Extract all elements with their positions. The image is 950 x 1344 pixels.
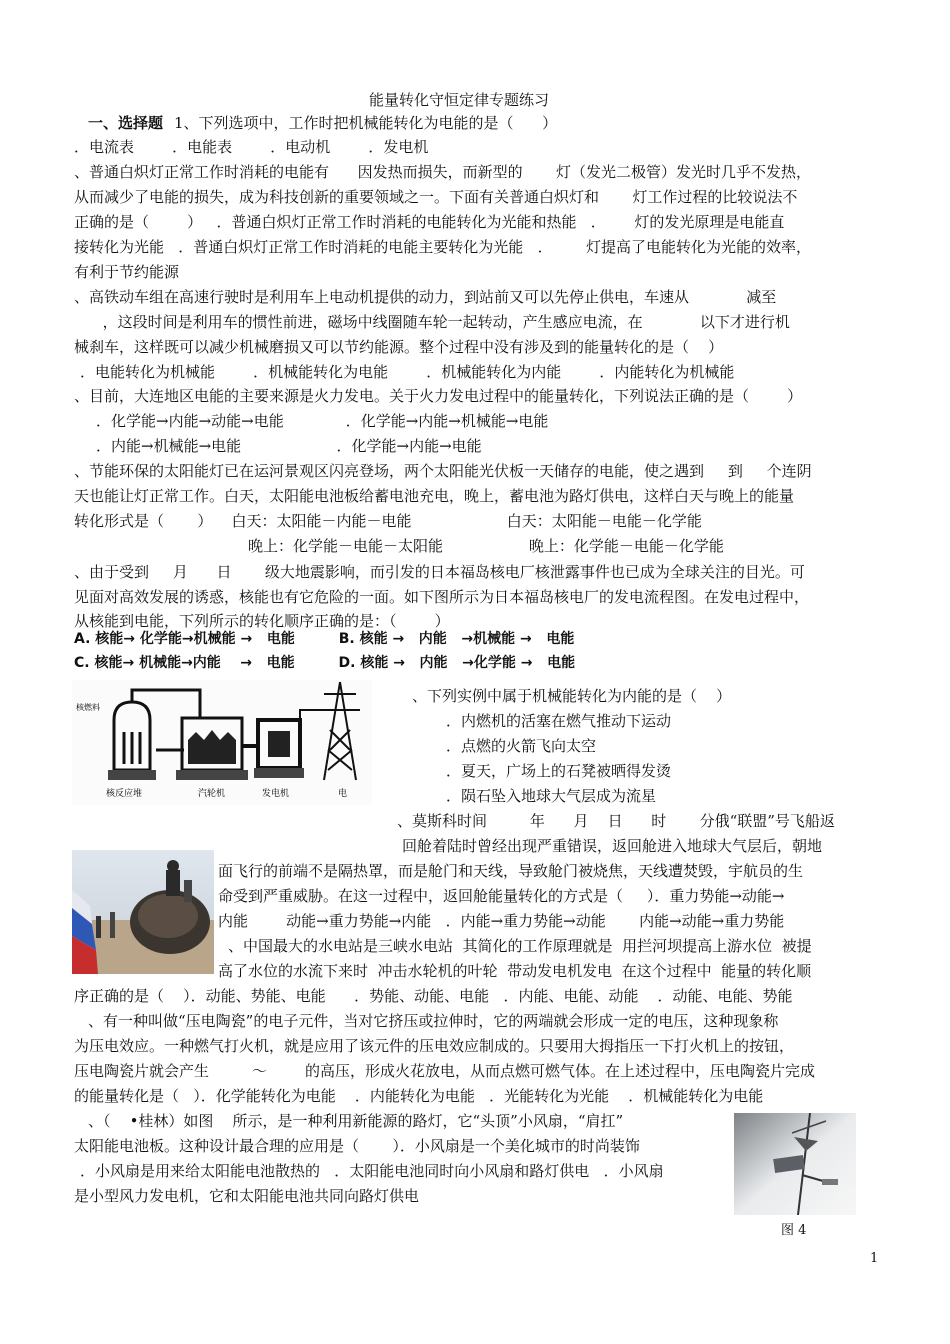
text-line: ．小风扇是用来给太阳能电池散热的 ．太阳能电池同时向小风扇和路灯供电 ．小风扇 — [80, 1162, 664, 1180]
text-line: 、目前，大连地区电能的主要来源是火力发电。关于火力发电过程中的能量转化，下列说法正确的是（ ） — [74, 387, 803, 405]
figure-4-caption: 图 4 — [781, 1223, 807, 1238]
label-power: 电 — [338, 789, 348, 799]
text-line: ．陨石坠入地球大气层成为流星 — [446, 787, 657, 805]
text-line: 为压电效应。一种燃气打火机，就是应用了该元件的压电效应制成的。只要用大拇指压一下打火机上的按钮， — [74, 1037, 795, 1055]
page-number: 1 — [870, 1251, 879, 1266]
text-line: C. 核能→ 机械能→内能 → 电能 D. 核能 → 内能 →化学能 → 电能 — [74, 655, 576, 671]
text-line: 能量转化守恒定律专题练习 — [369, 91, 550, 109]
text-line: ．内燃机的活塞在燃气推动下运动 — [446, 712, 672, 730]
text-line: ，这段时间是利用车的惯性前进，磁场中线圈随车轮一起转动，产生感应电流，在 以下才进行机 — [74, 313, 790, 331]
text-line: 内能 动能→重力势能→内能 ．内能→重力势能→动能 内能→动能→重力势能 — [218, 912, 785, 930]
text-line: 、高铁动车组在高速行驶时是利用车上电动机提供的动力，到站前又可以先停止供电，车速从 减至 — [74, 288, 777, 306]
text-line: ．化学能→内能→动能→电能 ．化学能→内能→机械能→电能 — [96, 412, 549, 430]
text-line: 面飞行的前端不是隔热罩，而是舱门和天线，导致舱门被烧焦，天线遭焚毁，宇航员的生 — [218, 862, 804, 880]
text-line: 、普通白炽灯正常工作时消耗的电能有 因发热而损失，而新型的 灯（发光二极管）发光时几乎不发热， — [74, 163, 811, 181]
text-line: 太阳能电池板。这种设计最合理的应用是（ ）．小风扇是一个美化城市的时尚装饰 — [74, 1137, 640, 1155]
label-fuel: 核燃料 — [76, 703, 100, 712]
nuclear-plant-diagram — [72, 680, 372, 805]
text-line: 、有一种叫做“压电陶瓷”的电子元件，当对它挤压或拉伸时，它的两端就会形成一定的电压，这种现象称 — [88, 1012, 779, 1030]
text-line: 见面对高效发展的诱惑，核能也有它危险的一面。如下图所示为日本福岛核电厂的发电流程图。在发电过程中， — [74, 588, 810, 606]
text-line: 、中国最大的水电站是三峡水电站 其简化的工作原理就是 用拦河坝提高上游水位 被提 — [228, 937, 812, 955]
text-line: 、节能环保的太阳能灯已在运河景观区闪亮登场，两个太阳能光伏板一天储存的电能，使之遇到 到 个连阴 — [74, 462, 812, 480]
text-line: 压电陶瓷片就会产生 ～ 的高压，形成火花放电，从而点燃可燃气体。在上述过程中，压电陶瓷片完成 — [74, 1062, 816, 1080]
text-line: 、下列实例中属于机械能转化为内能的是（ ） — [412, 687, 732, 705]
text-line: A. 核能→ 化学能→机械能 → 电能 B. 核能 → 内能 →机械能 → 电能 — [74, 631, 575, 647]
label-generator: 发电机 — [262, 789, 290, 799]
text-line: 有利于节约能源 — [74, 263, 180, 281]
text-line: 回舱着陆时曾经出现严重错误，返回舱进入地球大气层后，朝地 — [402, 837, 823, 855]
text-line: 转化形式是（ ） 白天：太阳能－内能－电能 白天：太阳能－电能－化学能 — [74, 512, 702, 530]
text-line: 、由于受到 月 日 级大地震影响，而引发的日本福岛核电厂核泄露事件也已成为全球关注的目光。可 — [74, 563, 805, 581]
text-line: 正确的是（ ） ．普通白炽灯正常工作时消耗的电能转化为光能和热能 ． 灯的发光原理是电能直 — [74, 213, 785, 231]
text-line: ．夏天，广场上的石凳被晒得发烫 — [446, 762, 672, 780]
text-line: 是小型风力发电机，它和太阳能电池共同向路灯供电 — [74, 1187, 420, 1205]
text-line: 1、下列选项中，工作时把机械能转化为电能的是（ ） — [174, 114, 558, 132]
capsule-landing-photo — [72, 850, 214, 974]
text-line: 、（ •桂林）如图 所示，是一种利用新能源的路灯，它“头顶”小风扇，“肩扛” — [88, 1112, 624, 1130]
text-line: 命受到严重威胁。在这一过程中，返回舱能量转化的方式是（ ）．重力势能→动能→ — [218, 887, 785, 905]
text-line: 晚上：化学能－电能－太阳能 晚上：化学能－电能－化学能 — [248, 537, 724, 555]
text-line: ．电能转化为机械能 ．机械能转化为电能 ．机械能转化为内能 ．内能转化为机械能 — [80, 363, 735, 381]
text-line: 、莫斯科时间 年 月 日 时 分俄“联盟”号飞船返 — [397, 812, 835, 830]
text-line: 高了水位的水流下来时 冲击水轮机的叶轮 带动发电机发电 在这个过程中 能量的转化顺 — [218, 962, 812, 980]
text-line: 序正确的是（ ）．动能、势能、电能 ．势能、动能、电能 ．内能、电能、动能 ．动能、电能、势能 — [74, 987, 793, 1005]
text-line: 械刹车，这样既可以减少机械磨损又可以节约能源。整个过程中没有涉及到的能量转化的是（ ） — [74, 338, 724, 356]
text-line: 接转化为光能 ．普通白炽灯正常工作时消耗的电能主要转化为光能 ． 灯提高了电能转化为光能的效率， — [74, 238, 811, 256]
text-line: 从而减少了电能的损失，成为科技创新的重要领域之一。下面有关普通白炽灯和 灯工作过程的比较说法不 — [74, 188, 798, 206]
label-reactor: 核反应堆 — [106, 789, 143, 799]
label-turbine: 汽轮机 — [198, 789, 226, 799]
text-line: 天也能让灯正常工作。白天，太阳能电池板给蓄电池充电，晚上，蓄电池为路灯供电，这样白天与晚上的能量 — [74, 487, 795, 505]
text-line: ．电流表 ．电能表 ．电动机 ．发电机 — [74, 138, 429, 156]
text-line: 一、选择题 — [88, 114, 164, 132]
text-line: 从核能到电能，下列所示的转化顺序正确的是：（ ） — [74, 612, 450, 630]
wind-solar-streetlight-photo — [734, 1113, 856, 1215]
text-line: ．内能→机械能→电能 ．化学能→内能→电能 — [96, 437, 482, 455]
text-line: 的能量转化是（ ）．化学能转化为电能 ．内能转化为电能 ．光能转化为光能 ．机械能转化为电能 — [74, 1087, 764, 1105]
text-line: ．点燃的火箭飞向太空 — [446, 737, 597, 755]
